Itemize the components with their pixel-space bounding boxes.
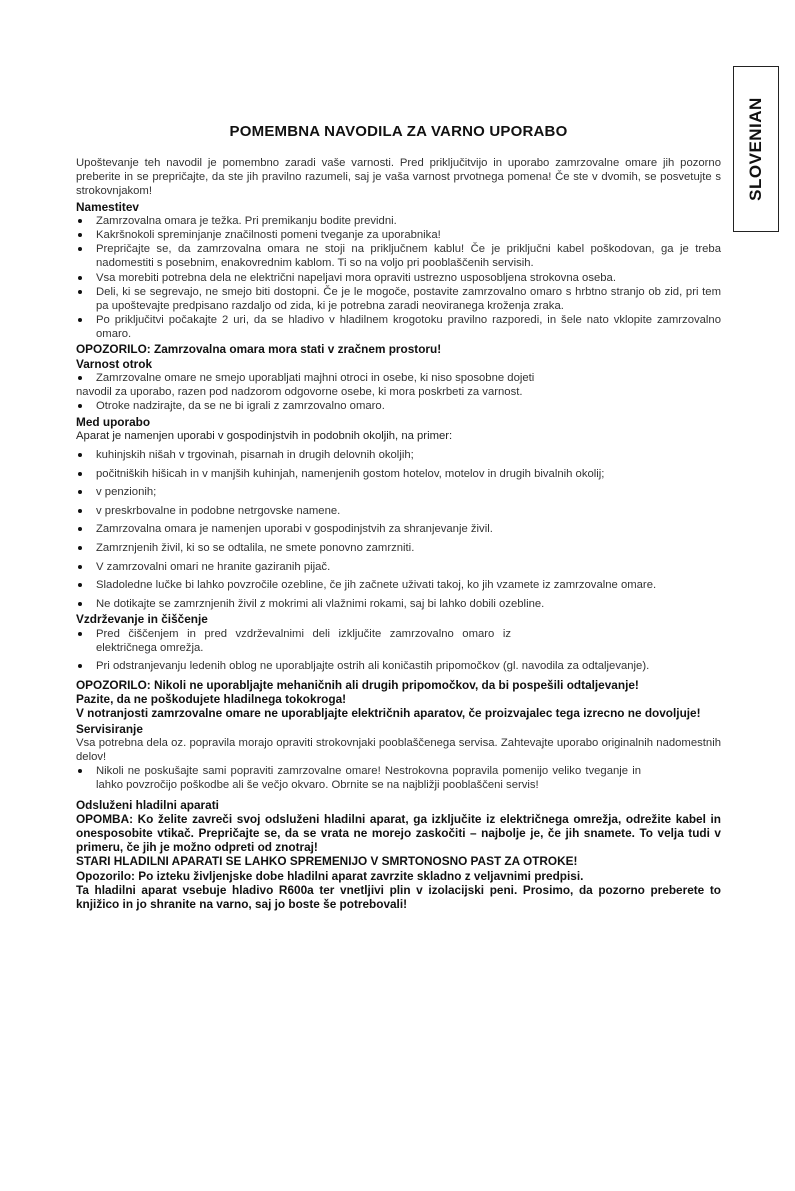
list-item: v penzionih; xyxy=(76,485,721,499)
installation-warning: OPOZORILO: Zamrzovalna omara mora stati v zračnem prostoru! xyxy=(76,341,442,356)
usage-intro: Aparat je namenjen uporabi v gospodinjstvih in podobnih okoljih, na primer: xyxy=(76,429,453,442)
list-item: Zamrzovalne omare ne smejo uporabljati majhni otroci in osebe, ki niso sposobne dojeti xyxy=(76,371,721,385)
document-body xyxy=(76,123,721,911)
disposal-note: OPOMBA: Ko želite zavreči svoj odsluženi hladilni aparat, ga izključite iz električnega omrežja, odrežite kabel in onesposobite vtikač. Prepričajte se, da se vrata ne morejo zaskočiti – najbolje je, če jih snamete. To velja tudi v primeru, če jih je možno odpreti od znotraj! xyxy=(76,811,721,855)
list-item: Pri odstranjevanju ledenih oblog ne uporabljajte ostrih ali koničastih pripomočkov (gl. navodila za odtaljevanje). xyxy=(76,659,721,673)
servicing-heading: Servisiranje xyxy=(76,721,143,736)
intro-paragraph: Upoštevanje teh navodil je pomembno zaradi vaše varnosti. Pred priključitvijo in uporabo zamrzovalne omare jih pozorno preberite in se prepričajte, da ste jih pravilno razumeli, saj je vaša varnost prvotnega pomena! Če ste v dvomih, se posvetujte s strokovnjakom! xyxy=(76,157,721,198)
disposal-warning-2: Opozorilo: Po izteku življenjske dobe hladilni aparat zavrzite skladno z veljavnimi predpisi. xyxy=(76,868,584,883)
list-item: v preskrbovalne in podobne netrgovske namene. xyxy=(76,504,721,518)
list-item: Zamrznjenih živil, ki so se odtalila, ne smete ponovno zamrzniti. xyxy=(76,541,721,555)
disposal-heading: Odsluženi hladilni aparati xyxy=(76,797,219,812)
list-item: počitniških hišicah in v manjših kuhinjah, namenjenih gostom hotelov, motelov in drugih bivalnih okolij; xyxy=(76,467,721,481)
usage-list xyxy=(76,448,721,611)
maintenance-list xyxy=(76,627,721,674)
language-tab-label: SLOVENIAN xyxy=(746,97,765,201)
page-title: POMEMBNA NAVODILA ZA VARNO UPORABO xyxy=(229,123,568,140)
usage-heading: Med uporabo xyxy=(76,414,151,429)
child-safety-list-2 xyxy=(76,399,721,413)
list-item: Sladoledne lučke bi lahko povzročile ozebline, če jih začnete uživati takoj, ko jih vzamete iz zamrzovalne omare. xyxy=(76,578,721,592)
child-safety-heading: Varnost otrok xyxy=(76,356,153,371)
list-item: Nikoli ne poskušajte sami popraviti zamrzovalne omare! Nestrokovna popravila pomenijo veliko tveganje in lahko povzročijo poškodbe ali še večjo okvaro. Obrnite se na najbližji pooblaščeni servis! xyxy=(76,764,721,792)
maintenance-warning-1: OPOZORILO: Nikoli ne uporabljajte mehaničnih ali drugih pripomočkov, da bi pospešili odtaljevanje! xyxy=(76,678,639,692)
installation-list xyxy=(76,214,721,342)
servicing-text: Vsa potrebna dela oz. popravila morajo opraviti strokovnjaki pooblaščenega servisa. Zahtevajte uporabo originalnih nadomestnih delov! xyxy=(76,736,721,764)
disposal-warning-3: Ta hladilni aparat vsebuje hladivo R600a ter vnetljivi plin v izolacijski peni. Prosimo, da pozorno preberete to knjižico in jo shranite na varno, saj jo boste še potrebovali! xyxy=(76,882,721,912)
child-safety-list-1 xyxy=(76,371,721,385)
language-tab xyxy=(733,66,779,232)
list-item: Prepričajte se, da zamrzovalna omara ne stoji na priključnem kablu! Če je priključni kabel poškodovan, ga je treba nadomestiti s posebnim, enakovrednim kablom. Ti so na voljo pri pooblaščenih servisih. xyxy=(76,242,721,270)
maintenance-warning-2: Pazite, da ne poškodujete hladilnega tokokroga! xyxy=(76,692,347,707)
list-item: Ne dotikajte se zamrznjenih živil z mokrimi ali vlažnimi rokami, saj bi lahko dobili ozebline. xyxy=(76,597,721,611)
list-item: kuhinjskih nišah v trgovinah, pisarnah in drugih delovnih okoljih; xyxy=(76,448,721,462)
disposal-warning-1: STARI HLADILNI APARATI SE LAHKO SPREMENIJO V SMRTONOSNO PAST ZA OTROKE! xyxy=(76,854,578,869)
list-item: Deli, ki se segrevajo, ne smejo biti dostopni. Če je le mogoče, postavite zamrzovalno omaro s hrbtno stranjo ob zid, pri tem pa upoštevajte predpisano razdaljo od zida, ki je potrebna zaradi neoviranega kroženja zraka. xyxy=(76,285,721,313)
installation-heading: Namestitev xyxy=(76,199,139,214)
list-item: Kakršnokoli spreminjanje značilnosti pomeni tveganje za uporabnika! xyxy=(76,228,721,242)
list-item: Zamrzovalna omara je težka. Pri premikanju bodite previdni. xyxy=(76,214,721,228)
list-item: V zamrzovalni omari ne hranite gaziranih pijač. xyxy=(76,560,721,574)
maintenance-heading: Vzdrževanje in čiščenje xyxy=(76,612,208,627)
maintenance-warning-3: V notranjosti zamrzovalne omare ne uporabljajte električnih aparatov, če proizvajalec tega izrecno ne dovoljuje! xyxy=(76,706,701,721)
child-safety-text: navodil za uporabo, razen pod nadzorom odgovorne osebe, ki mora poskrbeti za varnost. xyxy=(76,386,523,399)
list-item: Po priključitvi počakajte 2 uri, da se hladivo v hladilnem krogotoku pravilno razporedi, in šele nato vklopite zamrzovalno omaro. xyxy=(76,313,721,341)
list-item: Pred čiščenjem in pred vzdrževalnimi deli izključite zamrzovalno omaro iz električnega omrežja. xyxy=(76,627,721,655)
list-item: Vsa morebiti potrebna dela ne električni napeljavi mora opraviti ustrezno usposobljena strokovna oseba. xyxy=(76,271,721,285)
servicing-list xyxy=(76,764,721,792)
list-item: Otroke nadzirajte, da se ne bi igrali z zamrzovalno omaro. xyxy=(76,399,721,413)
list-item: Zamrzovalna omara je namenjen uporabi v gospodinjstvih za shranjevanje živil. xyxy=(76,522,721,536)
